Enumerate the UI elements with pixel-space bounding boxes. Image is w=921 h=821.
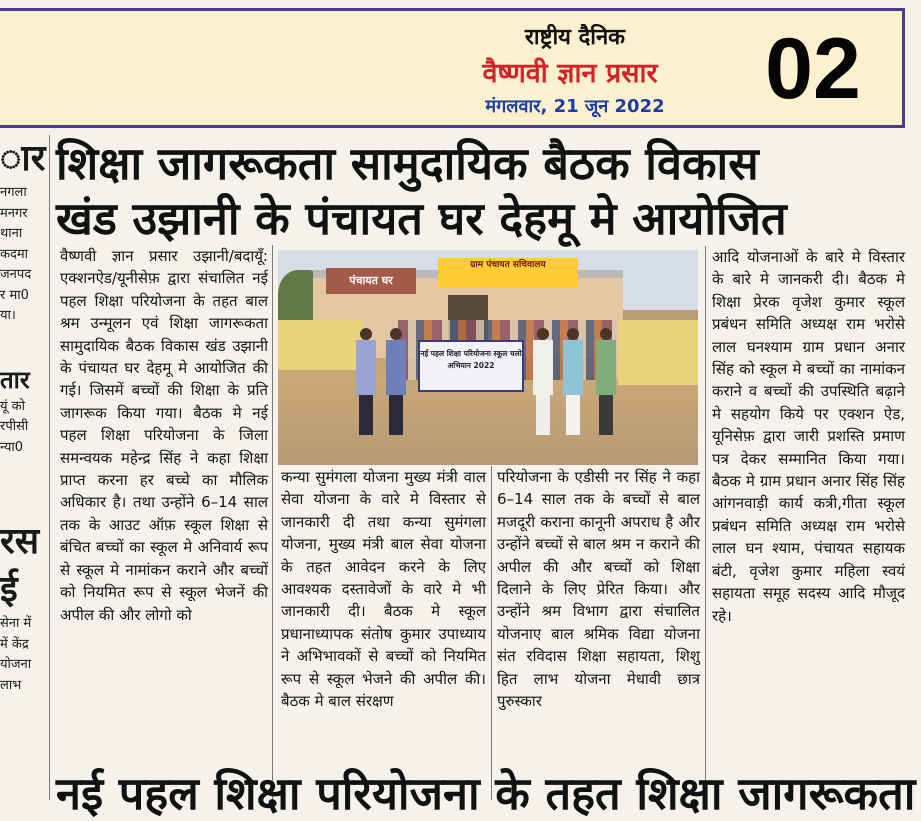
strip-subhead-fragment: तार xyxy=(0,365,30,394)
person xyxy=(356,328,376,435)
article-headline xyxy=(56,136,908,246)
strip-line: र मा0 xyxy=(0,287,29,303)
strip-line: मनगर xyxy=(0,205,28,221)
article-column-3: परियोजना के एडीसी नर सिंह ने कहा 6–14 साल तक के बच्चों से बाल मजदूरी कराना कानूनी अपराध है और उन्होंने बच्चों से बाल श्रम न कराने की अपील की और बच्चों को शिक्षा दिलाने के लिए प्रेरित किया। और उन्होंने श्रम विभाग द्वारा संचालित योजनाए बाल श्रमिक विद्या योजना संत रविदास शिक्षा सहायता, शिशु हित लाभ योजना मेधावी छात्र पुरुस्कार xyxy=(497,468,700,711)
column-rule xyxy=(272,245,273,800)
newspaper-name: वैष्णवी ज्ञान प्रसार xyxy=(482,58,658,89)
adjacent-article-strip xyxy=(0,135,45,800)
painted-wall-left xyxy=(278,320,363,370)
strip-line: या। xyxy=(0,308,16,323)
strip-line: यूं को xyxy=(0,398,26,414)
strip-line: में केंद्र xyxy=(0,636,29,652)
headline-line-1: शिक्षा जागरूकता सामुदायिक बैठक विकास xyxy=(56,137,759,190)
painted-wall-right xyxy=(618,320,698,385)
event-photo xyxy=(278,250,698,465)
event-banner: नई पहल शिक्षा परियोजना स्कूल चलो अभियान 2022 xyxy=(418,340,524,392)
strip-line: रपीसी xyxy=(0,419,29,434)
article-column-2: कन्या सुमंगला योजना मुख्य मंत्री वाल सेवा योजना के वारे मे विस्तार से जानकारी दी तथा कन्या सुमंगला योजना, मुख्य मंत्री बाल सेवा योजना के तहत आवेदन करने के लिए आवश्यक दस्तावेजों के वारे मे भी जानकारी दी। बैठक मे स्कूल प्रधानाध्यापक संतोष कुमार उपाध्याय ने अभिभावकों से बच्चों को नियमित रूप से स्कूल भेजने की अपील की। बैठक मे बाल संरक्षण xyxy=(281,468,486,711)
strip-line: नगला xyxy=(0,185,27,200)
article-column-4: आदि योजनाओं के बारे मे विस्तार के बारे मे जानकरी दी। बैठक मे शिक्षा प्रेरक वृजेश कुमार स्कूल प्रबंधन समिति अध्यक्ष राम भरोसे लाल घनश्याम ग्राम प्रधान अनार सिंह को स्कूल मे बच्चों का नामांकन कराने व बच्चों की उपस्थिति बढ़ाने मे सहयोग किये पर एक्शन ऐड, यूनिसेफ़ द्वारा जारी प्रशस्ति प्रमाण पत्र देकर सम्मानित किया गया। बैठक मे ग्राम प्रधान अनार सिंह सिंह आंगनवाड़ी कार्य कत्री,गीता स्कूल प्रबंधन समिति अध्यक्ष राम भरोसे लाल घन श्याम, पंचायत सहायक बंटी, वृजेश कुमार महिला स्वयं सहायता समूह सदस्य आदि मौजूद रहे। xyxy=(712,248,905,625)
issue-date: मंगलवार, 21 जून 2022 xyxy=(485,96,665,117)
column-rule xyxy=(49,135,50,800)
headline-line-2: खंड उझानी के पंचायत घर देहमू मे आयोजित xyxy=(56,192,787,245)
strip-line: न्या0 xyxy=(0,439,24,455)
person xyxy=(596,328,616,435)
strip-line: सेना में xyxy=(0,616,32,631)
strip-line: जनपद xyxy=(0,267,32,282)
strip-headline-fragment: ार xyxy=(0,138,46,179)
column-rule xyxy=(705,246,706,800)
next-article-headline xyxy=(56,767,916,820)
strip-line: थाना xyxy=(0,226,23,241)
person xyxy=(386,328,406,435)
article-column-1: वैष्णवी ज्ञान प्रसार उझानी/बदायूँ: एक्शनऐड/यूनीसेफ़ द्वारा संचालित नई पहल शिक्षा परियोजना के तहत बाल श्रम उन्मूलन एवं शिक्षा जागरूकता सामुदायिक बैठक विकास खंड उझानी के पंचायत घर देहमू मे आयोजित की गई। जिसमें बच्चों की शिक्षा के प्रति जागरूक किया गया। बैठक मे नई पहल शिक्षा परियोजना के जिला समन्वयक महेन्द्र सिंह ने कहा शिक्षा प्राप्त करना हर बच्चे का मौलिक अधिकार है। तथा उन्होंने 6–14 साल तक के आउट ऑफ़ स्कूल शिक्षा से बंचित बच्चों का स्कूल मे अनिवार्य रूप से स्कूल मे नामांकन कराने और बच्चों को नियमित रूप से स्कूल भेजनें की अपील की और लोगो को xyxy=(60,247,268,624)
masthead xyxy=(0,8,905,128)
school-sign: ग्राम पंचायत सचिवालय xyxy=(438,258,578,288)
person xyxy=(533,328,553,435)
strip-line: योजना xyxy=(0,657,32,672)
panchayat-sign: पंचायत घर xyxy=(326,268,416,294)
strip-line: लाभ xyxy=(0,677,22,693)
strip-line: कदमा xyxy=(0,246,29,262)
strip-headline-fragment-3: ई xyxy=(0,569,18,610)
masthead-tagline: राष्ट्रीय दैनिक xyxy=(524,25,626,50)
strip-headline-fragment-2: रस xyxy=(0,521,40,562)
page-number: 02 xyxy=(765,21,861,117)
next-headline-text: नई पहल शिक्षा परियोजना के तहत शिक्षा जागरूकता xyxy=(56,767,916,820)
person xyxy=(563,328,583,435)
column-rule xyxy=(491,466,492,800)
